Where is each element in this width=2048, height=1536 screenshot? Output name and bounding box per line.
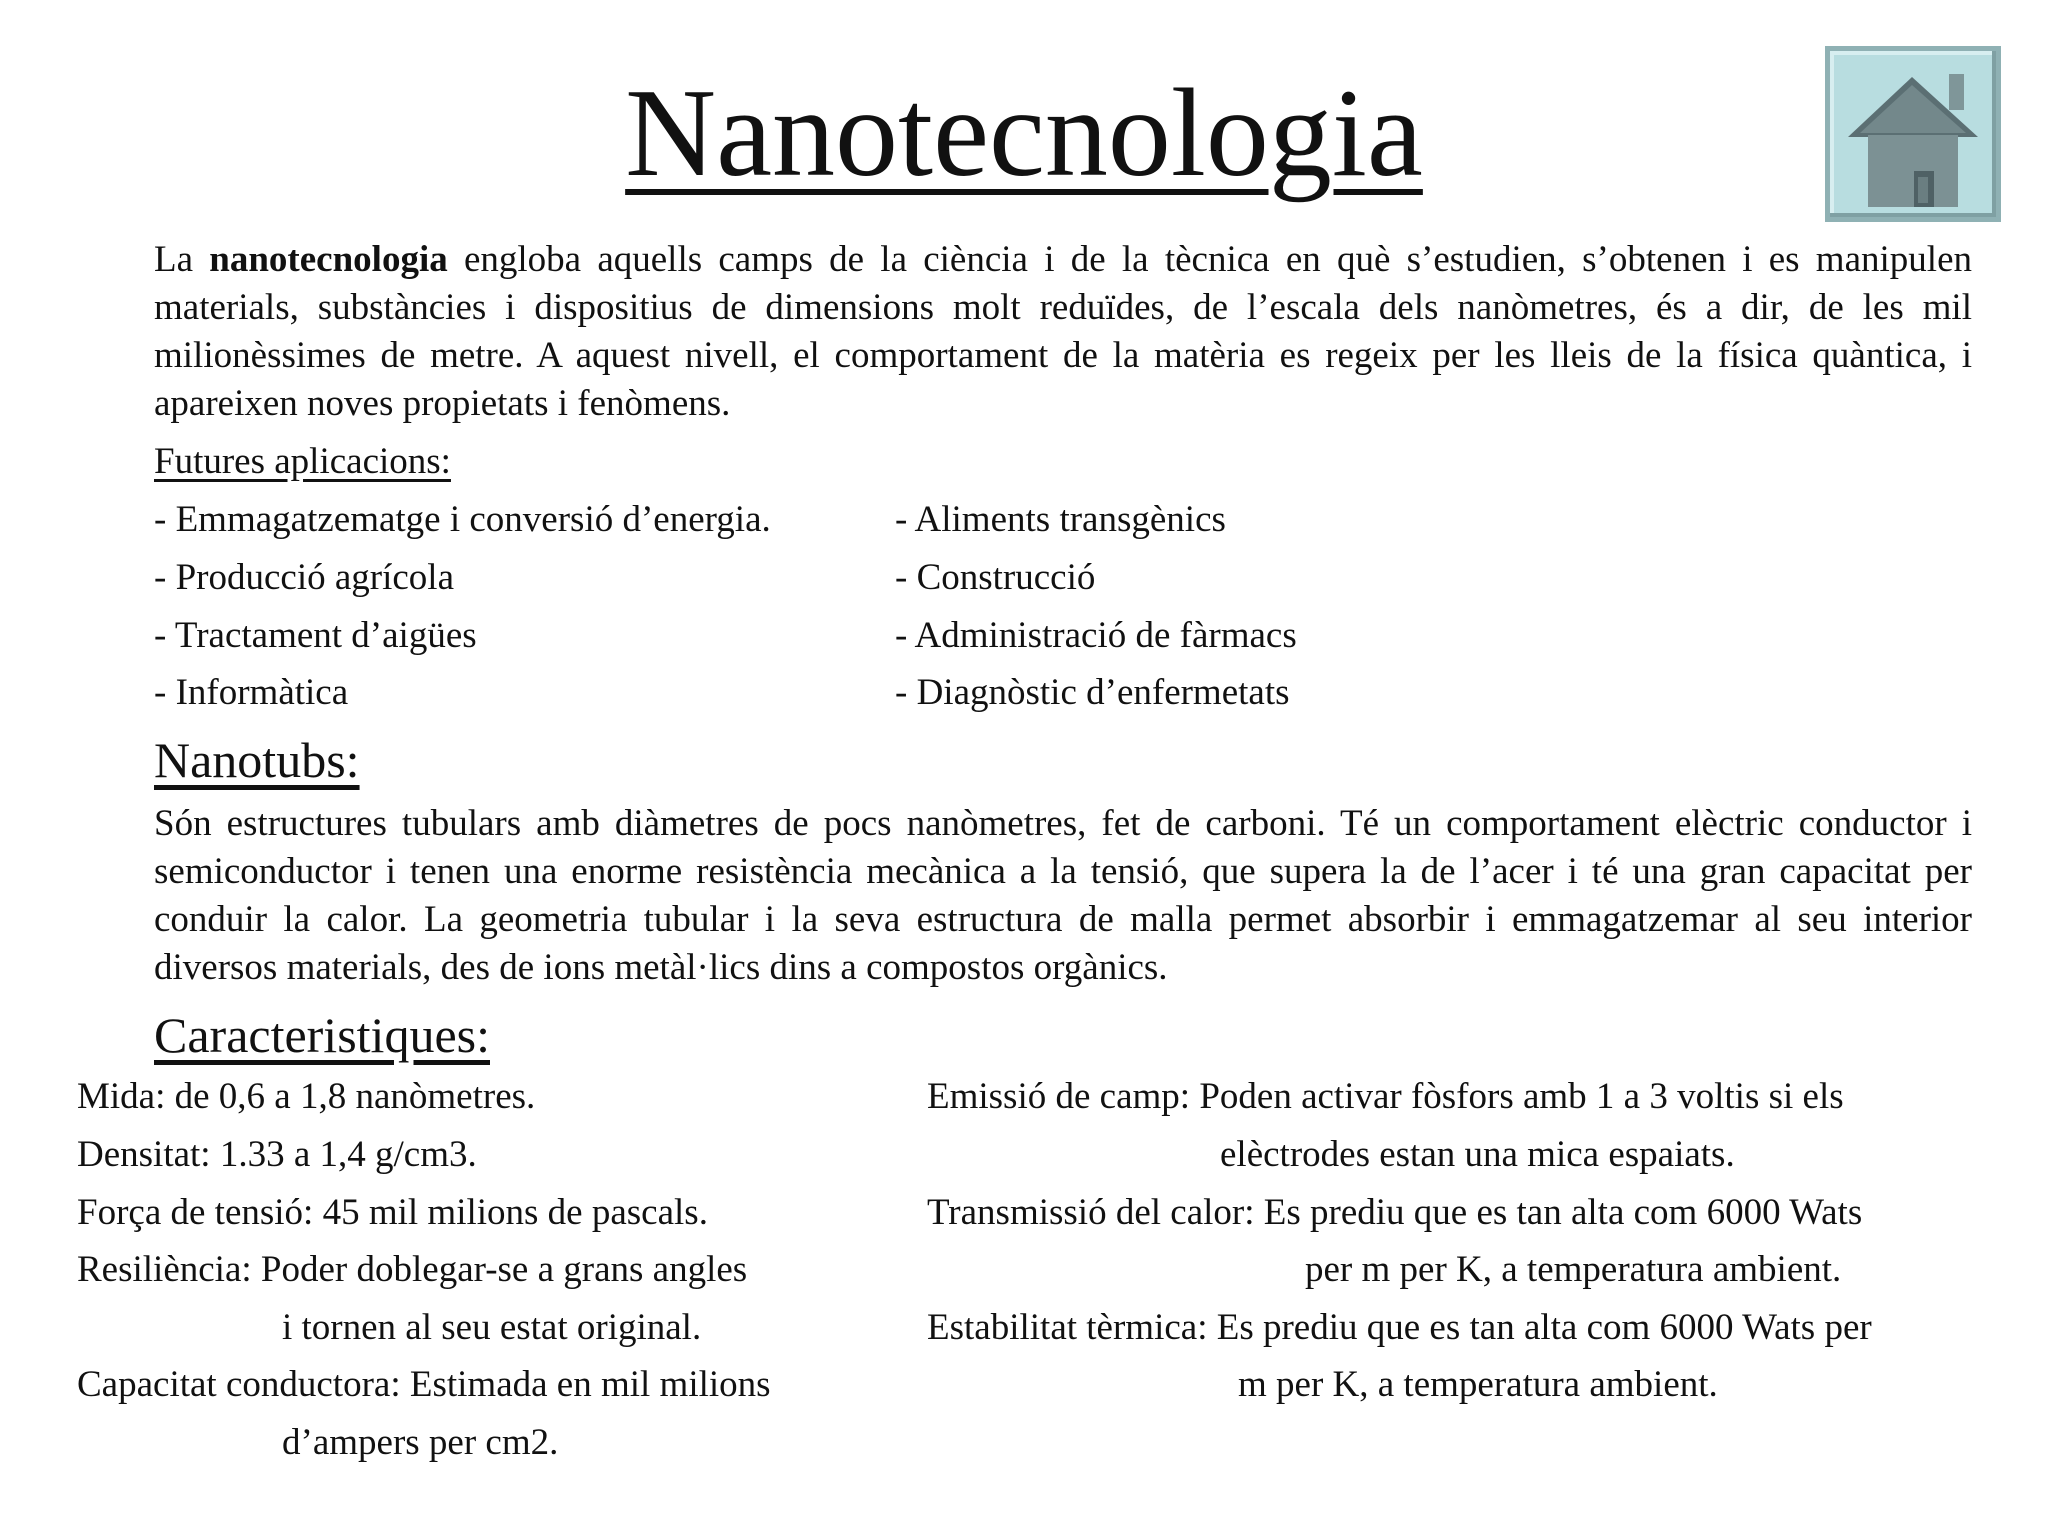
intro-text: engloba aquells camps de la ciència i de la tècnica en què s’estudien, s’obtenen i es manipulen materials, substàncies i dispositius de dimensions molt reduïdes, de l’escala dels nanòmetres, és a dir, de les mil milionèssimes de metre. A aquest nivell, el comportament de la matèria es regeix per les lleis de la física quàntica, i apareixen noves propietats i fenòmens. bbox=[154, 239, 1972, 424]
home-button[interactable] bbox=[1825, 46, 2001, 222]
characteristic-item: i tornen al seu estat original. bbox=[282, 1307, 702, 1348]
characteristic-item: Transmissió del calor: Es prediu que es tan alta com 6000 Wats bbox=[927, 1192, 1863, 1233]
characteristic-item: Estabilitat tèrmica: Es prediu que es tan alta com 6000 Wats per bbox=[927, 1307, 1872, 1348]
nanotubs-paragraph: Són estructures tubulars amb diàmetres de pocs nanòmetres, fet de carboni. Té un comportament elèctric conductor i semiconductor i tenen una enorme resistència mecànica a la tensió, que supera la de l’acer i té una gran capacitat per conduir la calor. La geometria tubular i la seva estructura de malla permet absorbir i emmagatzemar al seu interior diversos materials, des de ions metàl·lics dins a compostos orgànics. bbox=[154, 803, 1972, 988]
intro-paragraph bbox=[154, 236, 1972, 428]
characteristic-item: Emissió de camp: Poden activar fòsfors amb 1 a 3 voltis si els bbox=[927, 1076, 1844, 1117]
characteristics-heading: Caracteristiques: bbox=[154, 1007, 490, 1063]
application-item: - Administració de fàrmacs bbox=[895, 615, 1297, 656]
home-icon bbox=[1830, 51, 1996, 217]
characteristic-item: Densitat: 1.33 a 1,4 g/cm3. bbox=[77, 1134, 477, 1175]
application-item: - Aliments transgènics bbox=[895, 499, 1226, 540]
applications-heading: Futures aplicacions: bbox=[154, 441, 451, 482]
application-item: - Emmagatzematge i conversió d’energia. bbox=[154, 499, 771, 540]
application-item: - Informàtica bbox=[154, 672, 349, 713]
characteristic-item: Resiliència: Poder doblegar-se a grans angles bbox=[77, 1249, 748, 1290]
page-title: Nanotecnologia bbox=[625, 64, 1423, 203]
application-item: - Tractament d’aigües bbox=[154, 615, 477, 656]
characteristic-item: Mida: de 0,6 a 1,8 nanòmetres. bbox=[77, 1076, 536, 1117]
application-item: - Producció agrícola bbox=[154, 557, 454, 598]
intro-keyword: nanotecnologia bbox=[209, 239, 448, 280]
intro-prefix: La bbox=[154, 239, 210, 280]
application-item: - Construcció bbox=[895, 557, 1096, 598]
characteristic-item: per m per K, a temperatura ambient. bbox=[1305, 1249, 1842, 1290]
application-item: - Diagnòstic d’enfermetats bbox=[895, 672, 1290, 713]
characteristic-item: m per K, a temperatura ambient. bbox=[1238, 1364, 1718, 1405]
characteristic-item: Força de tensió: 45 mil milions de pascals. bbox=[77, 1192, 708, 1233]
characteristic-item: elèctrodes estan una mica espaiats. bbox=[1220, 1134, 1735, 1175]
characteristic-item: Capacitat conductora: Estimada en mil milions bbox=[77, 1364, 771, 1405]
characteristic-item: d’ampers per cm2. bbox=[282, 1422, 559, 1463]
nanotubs-heading: Nanotubs: bbox=[154, 732, 360, 788]
